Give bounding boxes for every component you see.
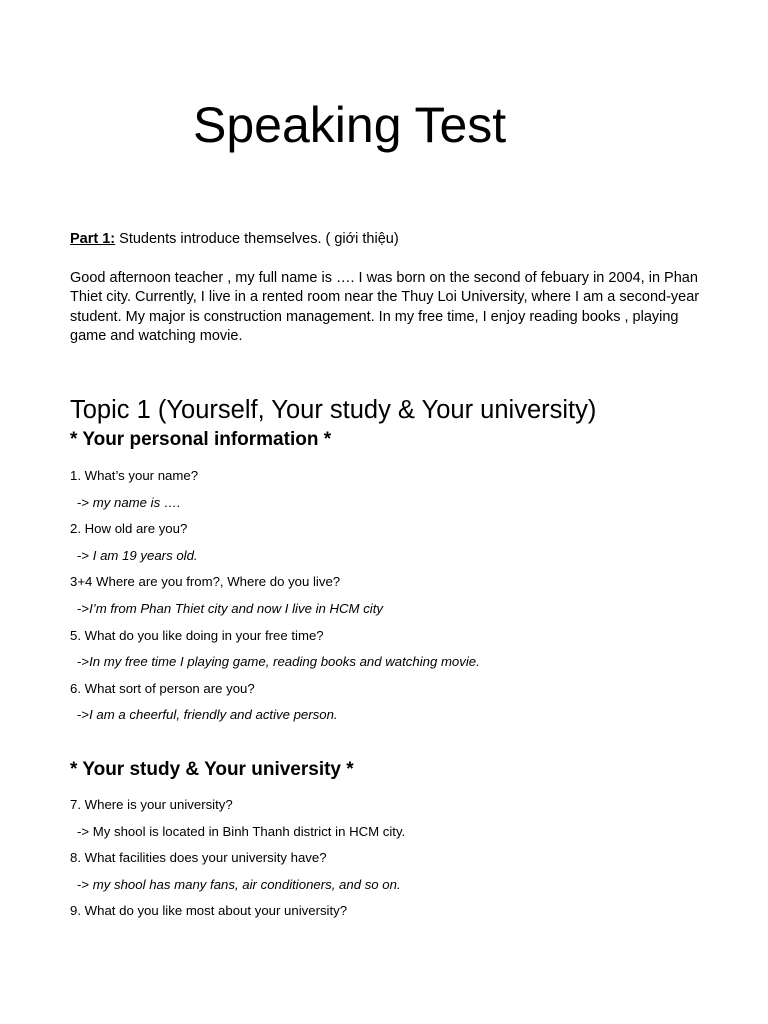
answer [70, 547, 480, 574]
answer-arrow: -> [77, 494, 93, 510]
part1-line [70, 230, 399, 249]
answer [70, 653, 480, 680]
answer [70, 823, 405, 850]
answer-arrow: -> [77, 876, 93, 892]
question: 5. What do you like doing in your free time? [70, 627, 324, 643]
question: 8. What facilities does your university have? [70, 850, 327, 866]
intro-paragraph: Good afternoon teacher , my full name is …. I was born on the second of febuary in 2004, in Phan Thiet city. Currently, I live in a rented room near the Thuy Loi University, where I am a second-year student. My major is construction management. In my free time, I enjoy reading books , playing game and watching movie. [70, 270, 700, 344]
question: 9. What do you like most about your university? [70, 903, 348, 919]
answer-text: my shool has many fans, air conditioners, and so on. [92, 876, 401, 892]
answer [70, 876, 405, 903]
study-university-qa-list [70, 796, 405, 929]
part1-label: Part 1: [70, 231, 116, 247]
answer-text: I’m from Phan Thiet city and now I live in HCM city [89, 600, 383, 616]
answer-arrow: -> [77, 654, 90, 670]
answer-arrow: -> [77, 707, 90, 723]
answer-arrow: -> [77, 600, 90, 616]
page-title: Speaking Test [193, 97, 507, 153]
answer [70, 600, 480, 627]
answer-arrow: -> [77, 547, 93, 563]
answer [70, 706, 480, 733]
question: 7. Where is your university? [70, 797, 233, 812]
personal-info-qa-list [70, 467, 480, 733]
section-personal-info-heading: * Your personal information * [70, 429, 332, 450]
question: 6. What sort of person are you? [70, 680, 255, 696]
question: 1. What’s your name? [70, 468, 199, 483]
topic-heading: Topic 1 (Yourself, Your study & Your university) [70, 396, 597, 424]
question: 3+4 Where are you from?, Where do you live? [70, 574, 341, 590]
section-study-university-heading: * Your study & Your university * [70, 759, 354, 780]
answer [70, 494, 480, 521]
answer-text: I am 19 years old. [92, 547, 198, 563]
answer-text: -> My shool is located in Binh Thanh district in HCM city. [77, 823, 406, 839]
part1-text: Students introduce themselves. ( giới thiệu) [115, 231, 399, 247]
answer-text: my name is …. [92, 494, 181, 510]
answer-text: In my free time I playing game, reading books and watching movie. [89, 654, 480, 670]
question: 2. How old are you? [70, 521, 188, 537]
answer-text: I am a cheerful, friendly and active person. [89, 707, 338, 723]
